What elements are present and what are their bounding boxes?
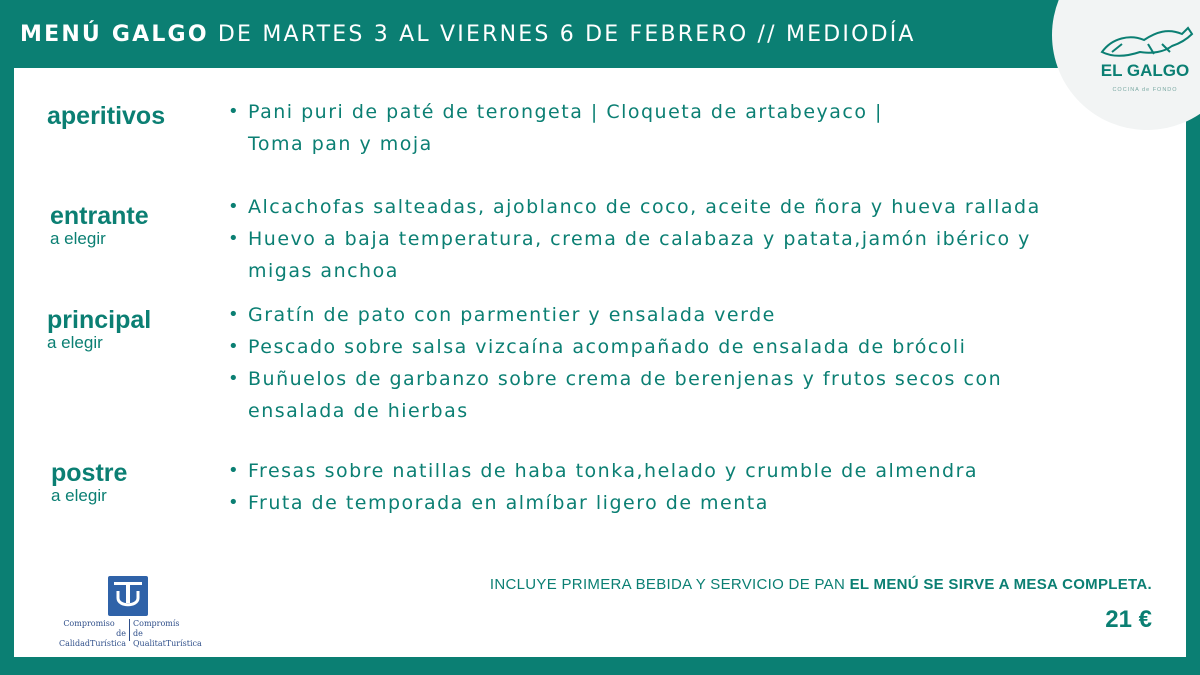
el-galgo-logo — [1052, 0, 1200, 130]
bullet-icon: • — [228, 304, 241, 325]
section-label-entrante — [50, 202, 149, 248]
principal-list — [228, 299, 1002, 427]
section-subtitle: a elegir — [50, 229, 106, 248]
list-item — [228, 191, 1041, 223]
list-item — [228, 223, 1041, 287]
bullet-icon: • — [228, 336, 241, 357]
footer-note — [490, 576, 1152, 593]
calidad-turistica-logo — [108, 576, 148, 616]
cert-divider — [129, 619, 130, 641]
logo-tagline: COCINA de FONDO — [1112, 87, 1178, 93]
section-subtitle: a elegir — [51, 486, 107, 505]
section-title: principal — [47, 306, 152, 334]
item-text-continued: Toma pan y moja — [248, 133, 433, 155]
list-item — [228, 331, 1002, 363]
header-bar — [0, 0, 1200, 68]
logo-wordmark: EL GALGO — [1100, 61, 1190, 80]
menu-price: 21 € — [1105, 606, 1152, 633]
footer-note-regular: INCLUYE PRIMERA BEBIDA Y SERVICIO DE PAN — [489, 576, 850, 593]
list-item — [228, 96, 883, 160]
list-item — [228, 299, 1002, 331]
bullet-icon: • — [228, 492, 241, 513]
item-text: Fruta de temporada en almíbar ligero de menta — [248, 492, 769, 514]
footer-note-bold: EL MENÚ SE SIRVE A MESA COMPLETA. — [849, 576, 1152, 593]
bullet-icon: • — [228, 101, 241, 122]
menu-panel — [14, 68, 1186, 657]
cert-text-es — [52, 619, 126, 649]
cert-text-es-line1: Compromiso — [63, 619, 115, 628]
postre-list — [228, 455, 978, 519]
cert-text-va-line2: de QualitatTurística — [133, 629, 202, 648]
greyhound-icon — [1052, 0, 1200, 130]
list-item — [228, 455, 978, 487]
cert-text-va — [133, 619, 213, 649]
menu-title-dates: DE MARTES 3 AL VIERNES 6 DE FEBRERO // MEDIODÍA — [208, 21, 916, 47]
section-label-aperitivos — [47, 102, 165, 130]
item-text: Huevo a baja temperatura, crema de calabaza y patata,jamón ibérico y — [248, 228, 1031, 250]
item-text: Alcachofas salteadas, ajoblanco de coco, aceite de ñora y hueva rallada — [248, 196, 1041, 218]
section-label-postre — [51, 459, 127, 505]
item-text-continued: ensalada de hierbas — [248, 400, 469, 422]
item-text-continued: migas anchoa — [248, 260, 399, 282]
menu-title-bold: MENÚ GALGO — [20, 21, 209, 47]
item-text: Gratín de pato con parmentier y ensalada verde — [248, 304, 776, 326]
cert-text-es-line2: de CalidadTurística — [58, 629, 126, 648]
bullet-icon: • — [228, 368, 241, 389]
list-item — [228, 487, 978, 519]
section-subtitle: a elegir — [47, 333, 103, 352]
section-title: aperitivos — [47, 102, 166, 130]
section-title: postre — [51, 459, 128, 487]
entrante-list — [228, 191, 1041, 287]
item-text: Pani puri de paté de terongeta | Cloqueta de artabeyaco | — [248, 101, 883, 123]
list-item — [228, 363, 1002, 427]
item-text: Fresas sobre natillas de haba tonka,helado y crumble de almendra — [248, 460, 979, 482]
bullet-icon: • — [228, 228, 241, 249]
item-text: Pescado sobre salsa vizcaína acompañado de ensalada de brócoli — [248, 336, 967, 358]
item-text: Buñuelos de garbanzo sobre crema de berenjenas y frutos secos con — [248, 368, 1003, 390]
quality-seal-icon — [108, 576, 148, 616]
section-title: entrante — [50, 202, 149, 230]
aperitivos-list — [228, 96, 883, 160]
section-label-principal — [47, 306, 151, 352]
cert-text-va-line1: Compromís — [133, 619, 180, 628]
menu-title — [20, 22, 916, 47]
bullet-icon: • — [228, 196, 241, 217]
bullet-icon: • — [228, 460, 241, 481]
